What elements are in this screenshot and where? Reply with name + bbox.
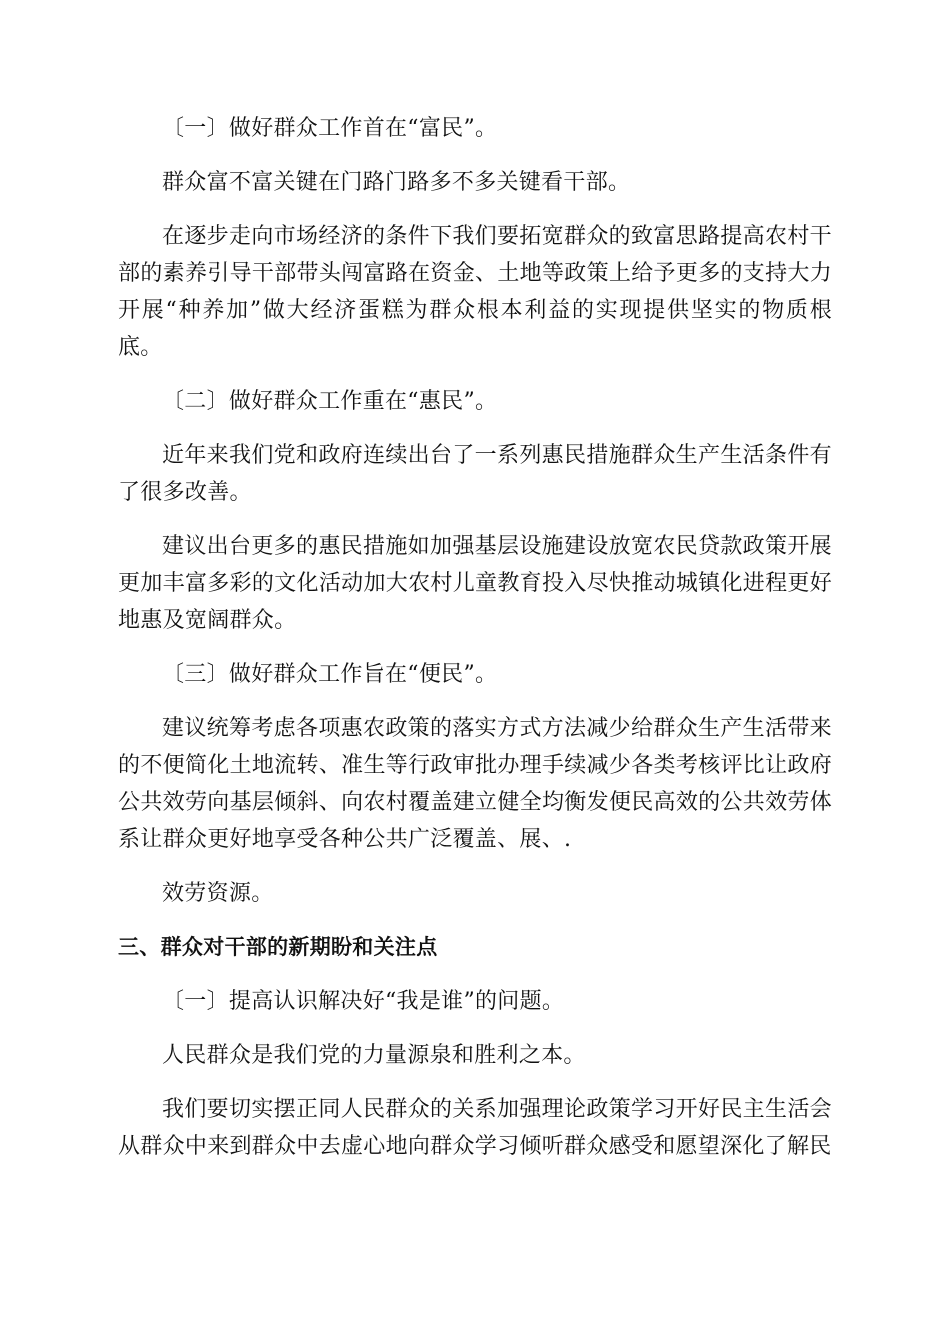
paragraph-10: 〔一〕提高认识解决好“我是谁”的问题。	[162, 989, 565, 1014]
paragraph-2: 群众富不富关键在门路门路多不多关键看干部。	[162, 170, 631, 195]
paragraph-9: 效劳资源。	[162, 881, 274, 906]
paragraph-7: 〔三〕做好群众工作旨在“便民”。	[162, 662, 498, 687]
paragraph-3: 在逐步走向市场经济的条件下我们要拓宽群众的致富思路提高农村干部的素养引导干部带头闯富路在资金、土地等政策上给予更多的支持大力开展“种养加”做大经济蛋糕为群众根本利益的实现提供坚实的物质根底。	[118, 224, 832, 360]
paragraph-12: 我们要切实摆正同人民群众的关系加强理论政策学习开好民主生活会从群众中来到群众中去虚心地向群众学习倾听群众感受和愿望深化了解民	[118, 1097, 832, 1159]
paragraph-6: 建议出台更多的惠民措施如加强基层设施建设放宽农民贷款政策开展更加丰富多彩的文化活动加大农村儿童教育投入尽快推动城镇化进程更好地惠及宽阔群众。	[118, 534, 832, 633]
paragraph-8: 建议统筹考虑各项惠农政策的落实方式方法减少给群众生产生活带来的不便简化土地流转、准生等行政审批办理手续减少各类考核评比让政府公共效劳向基层倾斜、向农村覆盖建立健全均衡发便民高效的公共效劳体系让群众更好地享受各种公共广泛覆盖、展、.	[118, 716, 832, 852]
paragraph-1: 〔一〕做好群众工作首在“富民”。	[162, 116, 498, 141]
section-heading: 三、群众对干部的新期盼和关注点	[118, 935, 438, 959]
paragraph-11: 人民群众是我们党的力量源泉和胜利之本。	[162, 1043, 586, 1068]
paragraph-5: 近年来我们党和政府连续出台了一系列惠民措施群众生产生活条件有了很多改善。	[118, 443, 832, 505]
document-body	[118, 110, 832, 1182]
paragraph-4: 〔二〕做好群众工作重在“惠民”。	[162, 389, 498, 414]
